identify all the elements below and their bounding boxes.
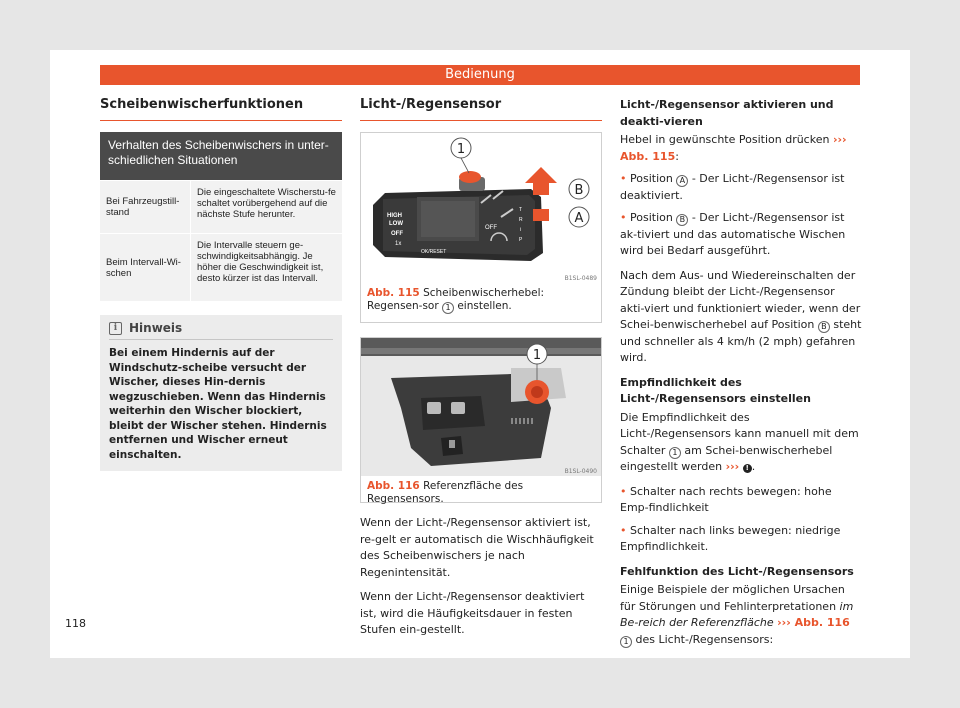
callout-badge: 1 <box>620 636 632 648</box>
italic-text: im Be-reich der Referenzfläche <box>620 599 854 629</box>
table-cell-situation: Beim Intervall-Wi-schen <box>106 256 181 279</box>
callout-badge: 1 <box>442 302 454 314</box>
position-badge: A <box>676 175 688 187</box>
lever-label-off: OFF <box>391 231 403 237</box>
info-icon: i <box>109 322 122 335</box>
section-title-sensor: Licht-/Regensensor <box>360 95 602 121</box>
position-badge: B <box>676 214 688 226</box>
table-title: Verhalten des Scheibenwischers in unter-schiedlichen Situationen <box>100 132 342 180</box>
switch-badge: 1 <box>669 447 681 459</box>
callout-B: B <box>574 183 584 198</box>
column-right <box>620 97 862 656</box>
paragraph: Wenn der Licht-/Regensensor aktiviert ist, re-gelt er automatisch die Wischhäufigkeit des Scheibenwischers je nach Regenintensität. <box>360 516 594 579</box>
table-row <box>100 233 342 301</box>
bullet-text: - Der Licht-/Regensensor ist deaktiviert. <box>620 172 845 202</box>
punctuation: . <box>751 460 756 473</box>
paragraph: Einige Beispiele der möglichen Ursachen für Störungen und Fehlinterpretationen <box>620 583 845 613</box>
paragraph: Nach dem Aus- und Wiedereinschalten der Zündung bleibt der Licht-/Regensensor akti-viert und funktioniert wieder, wenn der Schei-benwischerhebel auf Position <box>620 268 861 331</box>
sensor-area-illustration <box>361 338 601 476</box>
figure-code: B1SL-0490 <box>564 468 597 475</box>
paragraph: Wenn der Licht-/Regensensor deaktiviert ist, wird die Häufigkeitsdauer in festen Stufen ein-gestellt. <box>360 590 585 636</box>
figure-caption <box>361 283 601 320</box>
section-title-wiper: Scheibenwischerfunktionen <box>100 95 342 121</box>
paragraph-cont: am Schei-benwischerhebel eingestellt werden <box>620 443 833 473</box>
bullet-icon: • <box>620 211 627 224</box>
callout-A: A <box>574 211 584 226</box>
figure-wiper-lever <box>360 132 602 323</box>
subheading-malfunction: Fehlfunktion des Licht-/Regensensors <box>620 564 854 578</box>
figure-sensor-area <box>360 337 602 503</box>
bullet-text: - Der Licht-/Regensensor ist ak-tiviert und das automatische Wischen wird bei Bedarf ausgeführt. <box>620 211 846 257</box>
table-cell-behaviour: Die Intervalle steuern ge-schwindigkeitsabhängig. Je höher die Geschwindigkeit ist, desto kürzer ist das Intervall. <box>190 234 342 301</box>
figure-code: B1SL-0489 <box>564 275 597 282</box>
figure-link[interactable]: ››› Abb. 116 <box>777 616 850 629</box>
warning-link[interactable]: ››› <box>725 460 740 473</box>
figure-caption <box>361 476 601 512</box>
callout-1: 1 <box>456 142 466 157</box>
punctuation: : <box>675 149 679 163</box>
caption-text: Referenzfläche des Regensensors. <box>367 480 524 505</box>
note-header <box>109 321 333 340</box>
subheading-activate: Licht-/Regensensor aktivieren und deakti-vieren <box>620 98 834 128</box>
subheading-sensitivity: Empfindlichkeit des Licht-/Regensensors einstellen <box>620 375 811 405</box>
bullet-prefix: Position <box>630 211 673 224</box>
lever-label-i: i <box>520 227 522 233</box>
lever-label-off2: OFF <box>485 225 497 231</box>
paragraph-cont: steht und schneller als 4 km/h (2 mph) gefahren wird. <box>620 318 862 364</box>
caption-text: Scheibenwischerhebel: Regensen-sor <box>367 287 545 312</box>
figure-link[interactable]: ››› Abb. 115 <box>620 133 847 163</box>
table-cell-behaviour: Die eingeschaltete Wischerstu-fe schaltet vorübergehend auf die nächste Stufe herunter. <box>190 181 342 233</box>
lever-label-high: HIGH <box>387 213 402 219</box>
lever-label-t: T <box>519 207 523 213</box>
wiper-behaviour-table <box>100 132 342 301</box>
bullet-text: Schalter nach links bewegen: niedrige Empfindlichkeit. <box>620 523 841 553</box>
table-row <box>100 180 342 233</box>
wiper-lever-illustration <box>361 133 601 283</box>
chapter-header: Bedienung <box>100 65 860 85</box>
paragraph-cont: des Licht-/Regensensors: <box>635 632 774 646</box>
lever-label-r: R <box>519 217 523 223</box>
bullet-icon: • <box>620 484 627 498</box>
bullet-text: Schalter nach rechts bewegen: hohe Emp-findlichkeit <box>620 484 832 514</box>
lever-label-low: LOW <box>389 221 403 227</box>
warning-icon: ! <box>743 464 752 473</box>
column-middle <box>360 95 602 647</box>
callout-1: 1 <box>532 348 542 363</box>
paragraph: Hebel in gewünschte Position drücken <box>620 133 830 146</box>
lever-label-okreset: OK/RESET <box>421 249 447 255</box>
note-label: Hinweis <box>129 321 183 335</box>
lever-label-p: P <box>519 237 523 243</box>
bullet-icon: • <box>620 172 627 185</box>
note-box <box>100 315 342 471</box>
figure-number: Abb. 115 <box>367 287 420 299</box>
table-cell-situation: Bei Fahrzeugstill-stand <box>106 196 180 218</box>
position-badge: B <box>818 321 830 333</box>
page-number: 118 <box>65 617 86 630</box>
paragraph: Die Empfindlichkeit des Licht-/Regensensors kann manuell mit dem Schalter <box>620 410 859 457</box>
figure-number: Abb. 116 <box>367 480 420 492</box>
lever-label-1x: 1x <box>395 241 402 247</box>
body-text <box>360 515 602 639</box>
column-left <box>100 95 342 471</box>
note-text: Bei einem Hindernis auf der Windschutz-scheibe versucht der Wischer, dieses Hin-dernis wegzuschieben. Wenn das Hindernis weiterhin den Wischer blockiert, bleibt der Wischer stehen. Hindernis entfernen und Wischer erneut einschalten. <box>109 347 327 461</box>
caption-text-end: einstellen. <box>457 300 512 312</box>
bullet-prefix: Position <box>630 172 673 185</box>
bullet-icon: • <box>620 523 627 537</box>
